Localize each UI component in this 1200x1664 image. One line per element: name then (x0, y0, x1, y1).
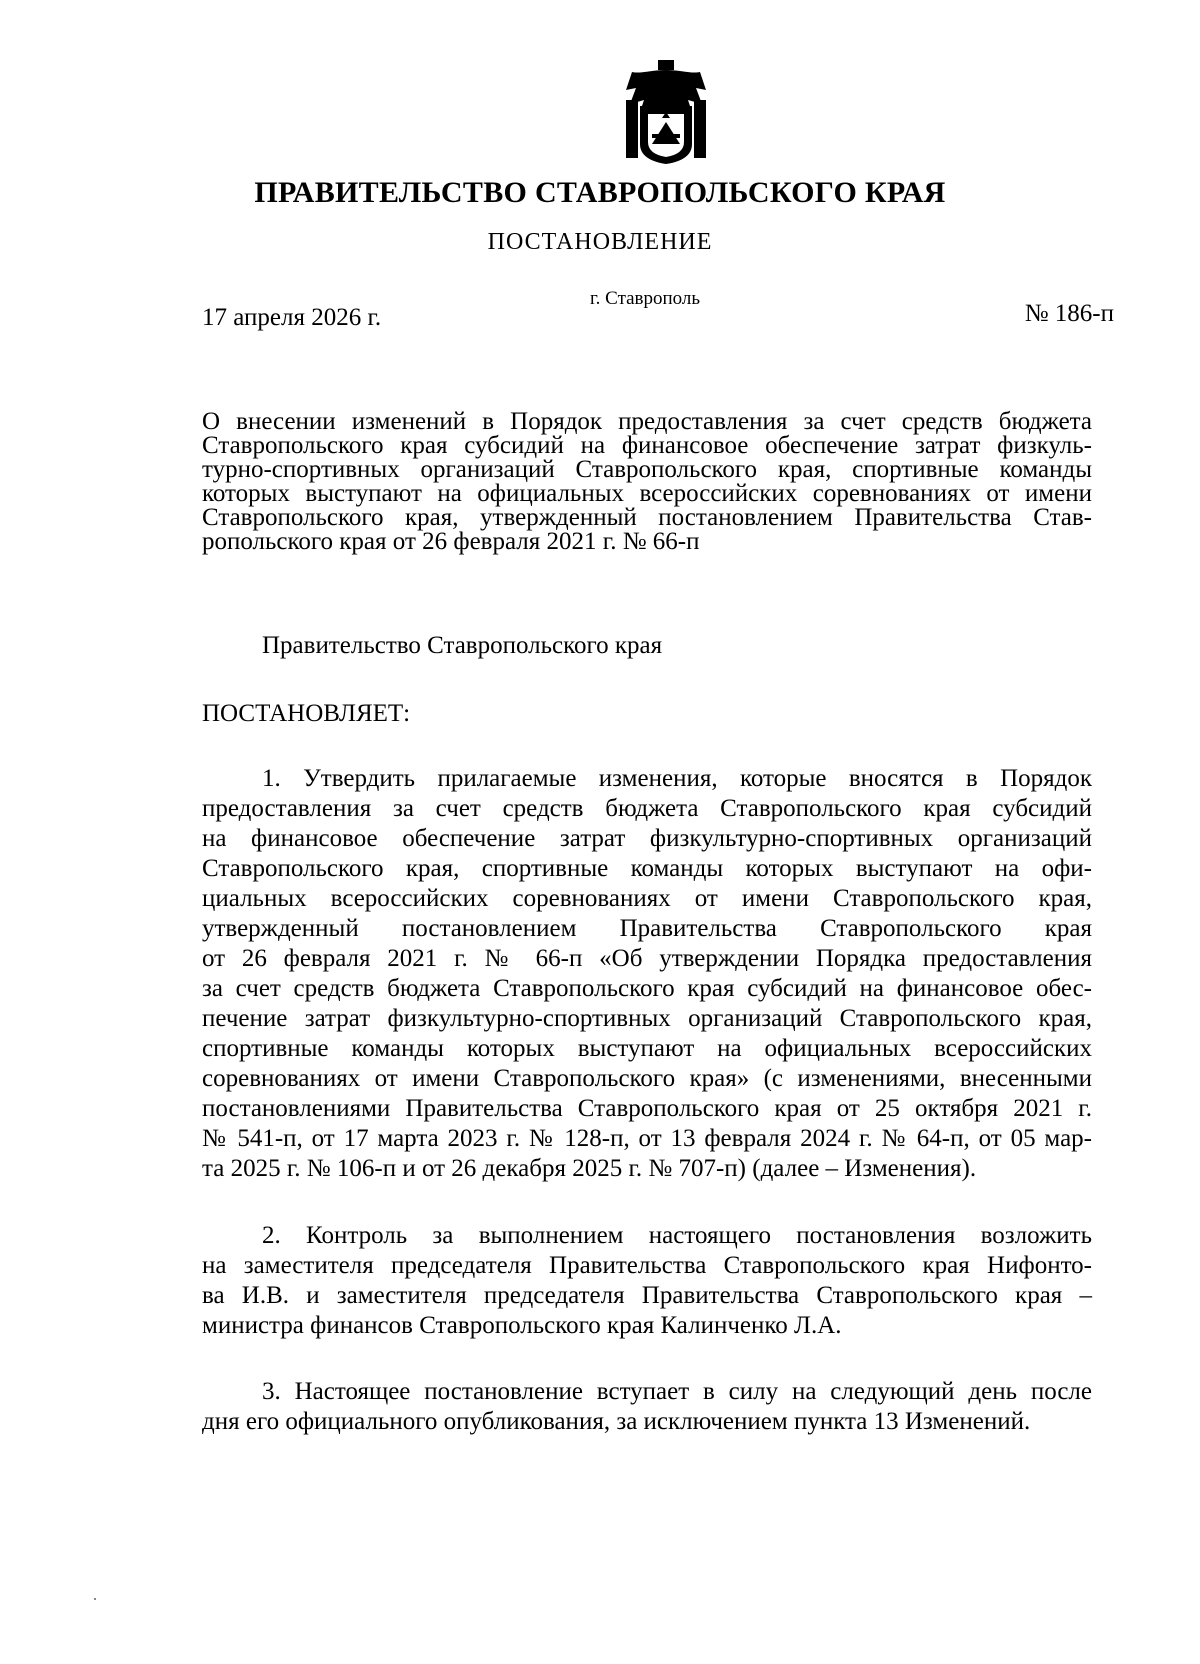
document-type: ПОСТАНОВЛЕНИЕ (487, 229, 713, 255)
resolves-heading: ПОСТАНОВЛЯЕТ: (202, 700, 411, 727)
coat-of-arms-icon (622, 60, 710, 164)
paragraph-line: 3. Настоящее постановление вступает в силу на следующий день после (262, 1378, 1092, 1405)
paragraph-line: утвержденный постановлением Правительства Ставропольского края (202, 915, 1092, 942)
paragraph-line: печение затрат физкультурно-спортивных организаций Ставропольского края, (202, 1005, 1092, 1032)
paragraph-line: спортивные команды которых выступают на официальных всероссийских (202, 1035, 1092, 1062)
document-date: 17 апреля 2026 г. (202, 304, 382, 331)
paragraph-line: министра финансов Ставропольского края Калинченко Л.А. (202, 1312, 842, 1339)
heading-line: ропольского края от 26 февраля 2021 г. № 66-п (202, 528, 700, 555)
document-number: № 186-п (1024, 300, 1114, 327)
paragraph-line: № 541-п, от 17 марта 2023 г. № 128-п, от 13 февраля 2024 г. № 64-п, от 05 мар- (202, 1125, 1092, 1152)
paragraph-line: соревнованиях от имени Ставропольского края» (с изменениями, внесенными (202, 1065, 1092, 1092)
paragraph-line: Ставропольского края, спортивные команды которых выступают на офи- (202, 855, 1092, 882)
paragraph-line: 1. Утвердить прилагаемые изменения, которые вносятся в Порядок (262, 765, 1092, 792)
paragraph-line: на заместителя председателя Правительства Ставропольского края Нифонто- (202, 1252, 1092, 1279)
heading-line: О внесении изменений в Порядок предоставления за счет средств бюджета (202, 408, 1092, 435)
paragraph-line: от 26 февраля 2021 г. № 66-п «Об утверждении Порядка предоставления (202, 945, 1092, 972)
paragraph-line: на финансовое обеспечение затрат физкультурно-спортивных организаций (202, 825, 1092, 852)
scan-speck (94, 1598, 96, 1600)
city-label: г. Ставрополь (590, 288, 701, 309)
paragraph-line: циальных всероссийских соревнованиях от имени Ставропольского края, (202, 885, 1092, 912)
heading-line: турно-спортивных организаций Ставропольского края, спортивные команды (202, 456, 1092, 483)
paragraph-line: та 2025 г. № 106-п и от 26 декабря 2025 г. № 707-п) (далее – Изменения). (202, 1155, 977, 1182)
government-title: ПРАВИТЕЛЬСТВО СТАВРОПОЛЬСКОГО КРАЯ (254, 176, 946, 209)
heading-line: которых выступают на официальных всероссийских соревнованиях от имени (202, 480, 1092, 507)
paragraph-line: предоставления за счет средств бюджета Ставропольского края субсидий (202, 795, 1092, 822)
preamble: Правительство Ставропольского края (262, 632, 663, 659)
paragraph-line: за счет средств бюджета Ставропольского края субсидий на финансовое обес- (202, 975, 1092, 1002)
paragraph-line: дня его официального опубликования, за исключением пункта 13 Изменений. (202, 1408, 1031, 1435)
paragraph-line: ва И.В. и заместителя председателя Правительства Ставропольского края – (202, 1282, 1092, 1309)
heading-line: Ставропольского края субсидий на финансовое обеспечение затрат физкуль- (202, 432, 1092, 459)
paragraph-line: 2. Контроль за выполнением настоящего постановления возложить (262, 1222, 1092, 1249)
heading-line: Ставропольского края, утвержденный постановлением Правительства Став- (202, 504, 1092, 531)
paragraph-line: постановлениями Правительства Ставропольского края от 25 октября 2021 г. (202, 1095, 1092, 1122)
